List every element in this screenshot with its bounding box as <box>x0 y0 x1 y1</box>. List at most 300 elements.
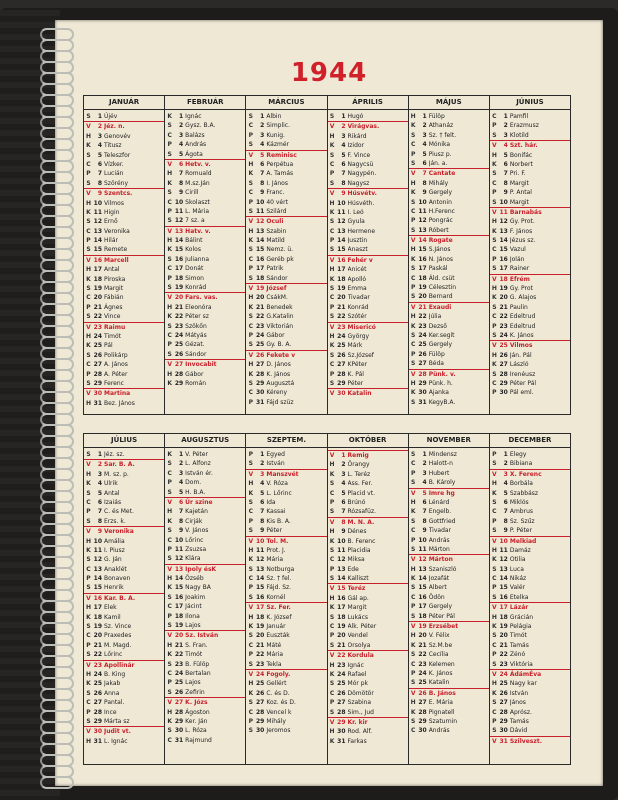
day-number: 6 <box>178 498 184 506</box>
name-day: Timót <box>185 651 203 659</box>
day-row <box>328 303 408 312</box>
day-number: 21 <box>499 303 508 311</box>
weekday-letter: P <box>86 708 91 716</box>
name-day: Engelb. <box>428 508 452 516</box>
name-day: Bonifác <box>509 151 533 159</box>
weekday-letter: S <box>248 460 253 468</box>
weekday-letter: S <box>86 584 91 592</box>
weekday-letter: P <box>410 217 416 225</box>
day-row <box>409 140 489 149</box>
day-number: 25 <box>255 341 265 349</box>
day-row <box>490 708 570 717</box>
day-number: 5 <box>341 151 346 159</box>
day-row <box>246 565 326 574</box>
day-row <box>84 613 164 622</box>
weekday-letter: K <box>167 717 172 725</box>
day-number: 19 <box>499 623 508 631</box>
day-number: 6 <box>341 498 346 506</box>
day-row <box>409 331 489 340</box>
weekday-letter: K <box>492 294 497 302</box>
day-row <box>246 593 326 602</box>
name-day: Emma <box>347 285 367 293</box>
weekday-letter: V <box>167 361 172 369</box>
name-day: Barnabás <box>509 208 542 216</box>
day-row <box>490 274 570 284</box>
weekday-letter: K <box>248 170 254 178</box>
weekday-letter: H <box>329 594 335 602</box>
weekday-letter: K <box>248 623 254 631</box>
weekday-letter: C <box>167 736 172 744</box>
day-number: 6 <box>260 160 265 168</box>
day-row <box>328 498 408 507</box>
day-number: 25 <box>174 341 184 349</box>
weekday-letter: S <box>492 331 497 339</box>
day-number: 12 <box>255 556 265 564</box>
day-number: 15 <box>499 246 508 254</box>
day-number: 1 <box>260 451 265 458</box>
day-number: 4 <box>178 141 184 149</box>
day-row <box>490 650 570 659</box>
weekday-letter: S <box>329 285 335 293</box>
day-row <box>165 688 245 697</box>
name-day: Otilia <box>509 556 526 564</box>
weekday-letter: S <box>248 274 253 282</box>
name-day: Fars. vas. <box>185 294 218 302</box>
name-day: Pál <box>104 342 113 350</box>
name-day: Vilmos <box>104 199 124 207</box>
day-number: 26 <box>93 689 102 697</box>
name-day: Augusztá <box>266 379 295 387</box>
day-number: 31 <box>93 737 102 745</box>
day-number: 2 <box>97 123 102 131</box>
day-number: 30 <box>418 727 427 735</box>
name-day: Péter <box>347 379 364 387</box>
day-number: 11 <box>418 207 427 215</box>
weekday-letter: K <box>86 142 91 150</box>
name-day: Piroska <box>104 275 126 283</box>
weekday-letter: P <box>167 341 172 349</box>
day-number: 24 <box>255 670 265 678</box>
day-number: 16 <box>337 256 346 264</box>
name-day: Mónika <box>428 141 451 149</box>
day-row <box>409 660 489 669</box>
weekday-letter: V <box>492 208 497 216</box>
name-day: Lénárd <box>428 498 450 506</box>
weekday-letter: V <box>329 123 335 131</box>
day-row <box>246 121 326 130</box>
weekday-letter: S <box>248 593 253 601</box>
name-day: Cecília <box>428 651 449 659</box>
day-number: 3 <box>97 470 102 478</box>
day-row <box>409 631 489 640</box>
day-row <box>246 179 326 188</box>
day-row <box>165 350 245 359</box>
weekday-letter: S <box>411 584 416 592</box>
day-number: 7 <box>178 170 184 178</box>
day-number: 10 <box>418 198 427 206</box>
weekday-letter: K <box>167 584 172 592</box>
month-column <box>165 434 246 764</box>
name-day: Sándor <box>185 350 207 358</box>
day-number: 8 <box>422 517 427 525</box>
name-day: Vince <box>104 313 121 321</box>
day-row <box>409 708 489 717</box>
name-day: Sar. B. A. <box>104 461 135 469</box>
day-number: 26 <box>418 689 427 697</box>
day-number: 1 <box>178 451 184 458</box>
name-day: Sz.M.be <box>428 641 453 649</box>
day-row <box>246 140 326 149</box>
name-day: Péter sz <box>185 313 209 321</box>
day-number: 3 <box>422 131 427 139</box>
weekday-letter: S <box>329 508 335 516</box>
name-day: Viktorián <box>266 322 294 330</box>
day-row <box>84 217 164 226</box>
day-row <box>328 603 408 612</box>
day-row <box>328 227 408 236</box>
day-row <box>165 216 245 225</box>
day-row <box>328 160 408 169</box>
weekday-letter: C <box>86 632 91 640</box>
day-number: 1 <box>260 113 265 120</box>
month-name: OKTÓBER <box>328 434 408 448</box>
weekday-letter: C <box>410 274 416 282</box>
day-list <box>84 448 164 764</box>
weekday-letter: C <box>492 641 497 649</box>
day-row <box>165 159 245 169</box>
day-number: 2 <box>422 460 427 468</box>
day-row <box>409 726 489 735</box>
weekday-letter: S <box>167 189 172 197</box>
weekday-letter: V <box>248 218 254 226</box>
day-row <box>328 217 408 226</box>
day-number: 15 <box>499 584 508 592</box>
calendar-half-top <box>83 95 571 415</box>
name-day: K. János <box>428 669 453 677</box>
weekday-letter: S <box>86 313 91 321</box>
day-row <box>328 641 408 650</box>
weekday-letter: P <box>248 584 254 592</box>
day-number: 16 <box>499 593 508 601</box>
day-number: 28 <box>174 370 184 378</box>
month-column <box>328 434 409 764</box>
day-row <box>84 708 164 717</box>
day-number: 19 <box>337 623 346 631</box>
name-day: Nagysz <box>347 179 370 187</box>
name-day: Márta sz <box>104 717 130 725</box>
month-name: JÚLIUS <box>84 434 164 448</box>
name-day: Genovév <box>104 132 131 140</box>
day-row <box>409 602 489 611</box>
day-row <box>165 359 245 369</box>
weekday-letter: C <box>410 593 416 601</box>
weekday-letter: P <box>167 545 172 553</box>
day-row <box>490 574 570 583</box>
day-row <box>409 593 489 602</box>
day-row <box>84 188 164 198</box>
name-day: Patrik <box>266 265 284 273</box>
day-row <box>409 554 489 564</box>
name-day: Máté <box>266 641 282 649</box>
day-number: 26 <box>499 689 508 697</box>
weekday-letter: K <box>167 651 172 659</box>
day-row <box>409 612 489 621</box>
name-day: Orsolya <box>347 641 371 649</box>
weekday-letter: V <box>410 237 416 245</box>
weekday-letter: C <box>410 460 416 468</box>
name-day: Kassai <box>266 508 286 516</box>
weekday-letter: H <box>167 641 173 649</box>
day-row <box>246 526 326 535</box>
day-row <box>165 660 245 669</box>
day-row <box>246 379 326 388</box>
day-row <box>409 545 489 554</box>
weekday-letter: S <box>86 151 91 159</box>
day-row <box>165 641 245 650</box>
name-day: Nagy kar <box>509 680 537 688</box>
day-number: 19 <box>255 623 265 631</box>
name-day: János <box>509 699 526 707</box>
weekday-letter: S <box>492 460 497 468</box>
name-day: Hubert <box>428 469 450 477</box>
day-row <box>246 198 326 207</box>
day-row <box>165 264 245 273</box>
name-day: Húsvéth. <box>347 199 375 207</box>
name-day: Sz.József <box>347 351 374 359</box>
day-row <box>490 379 570 388</box>
weekday-letter: P <box>167 207 172 215</box>
day-row <box>84 132 164 141</box>
day-number: 11 <box>499 546 508 554</box>
name-day: Raimu <box>104 323 126 331</box>
name-day: Sándor <box>266 274 288 282</box>
day-number: 19 <box>93 285 102 293</box>
weekday-letter: S <box>411 545 416 553</box>
name-day: Kalliszt <box>347 575 369 583</box>
weekday-letter: H <box>167 370 173 378</box>
name-day: Polikárp <box>104 351 128 359</box>
weekday-letter: V <box>492 604 497 612</box>
weekday-letter: S <box>329 113 335 120</box>
month-name: FEBRUÁR <box>165 96 245 110</box>
weekday-letter: S <box>248 379 253 387</box>
day-number: 25 <box>337 680 346 688</box>
name-day: Misericó <box>347 323 376 331</box>
day-number: 18 <box>255 274 265 282</box>
day-number: 29 <box>93 717 102 725</box>
day-number: 5 <box>178 150 184 158</box>
name-day: Szabin <box>266 227 287 235</box>
name-day: Őrangy <box>347 461 370 469</box>
day-number: 30 <box>499 389 508 397</box>
day-row <box>165 303 245 312</box>
day-number: 10 <box>418 536 427 544</box>
day-number: 4 <box>341 142 346 150</box>
name-day: Ker.segít <box>428 331 455 339</box>
weekday-letter: S <box>86 517 91 525</box>
day-row <box>165 312 245 321</box>
year-title: 1944 <box>290 58 368 88</box>
weekday-letter: S <box>492 632 497 640</box>
weekday-letter: H <box>248 680 254 688</box>
name-day: Márk <box>347 342 363 350</box>
weekday-letter: S <box>492 303 497 311</box>
day-row <box>246 698 326 707</box>
month-name: JANUÁR <box>84 96 164 110</box>
name-day: Pignatell <box>428 708 455 716</box>
day-row <box>328 613 408 622</box>
weekday-letter: H <box>329 332 335 340</box>
day-number: 24 <box>174 669 184 677</box>
day-number: 12 <box>337 218 346 226</box>
weekday-letter: H <box>248 361 254 369</box>
day-row <box>165 140 245 149</box>
day-number: 31 <box>337 737 346 745</box>
name-day: Gábor <box>266 331 285 339</box>
day-row <box>409 459 489 468</box>
name-day: H.Ferenc <box>428 207 455 215</box>
day-row <box>328 507 408 516</box>
day-row <box>246 507 326 516</box>
day-row <box>490 546 570 555</box>
day-row <box>409 179 489 188</box>
day-row <box>409 583 489 592</box>
name-day: Kolos <box>185 246 201 254</box>
weekday-letter: C <box>248 189 254 197</box>
weekday-letter: S <box>329 613 335 621</box>
day-number: 8 <box>178 179 184 187</box>
day-row <box>328 341 408 350</box>
weekday-letter: V <box>86 323 91 331</box>
day-number: 14 <box>255 237 265 245</box>
weekday-letter: K <box>492 489 497 497</box>
day-number: 30 <box>499 727 508 735</box>
weekday-letter: V <box>329 390 335 398</box>
weekday-letter: H <box>85 470 92 478</box>
weekday-letter: S <box>86 489 91 497</box>
weekday-letter: H <box>329 199 335 207</box>
day-number: 27 <box>337 361 346 369</box>
day-row <box>409 507 489 516</box>
weekday-letter: S <box>411 612 416 620</box>
day-row <box>84 169 164 178</box>
day-row <box>84 160 164 169</box>
day-row <box>165 726 245 735</box>
day-row <box>328 650 408 660</box>
name-day: Rózsafüz. <box>347 508 377 516</box>
day-row <box>409 536 489 545</box>
day-number: 4 <box>422 141 427 149</box>
day-number: 25 <box>499 680 508 688</box>
day-list <box>409 448 489 764</box>
weekday-letter: P <box>86 303 91 311</box>
weekday-letter: P <box>167 612 172 620</box>
day-row <box>84 517 164 526</box>
name-day: Nagy BA <box>185 584 211 592</box>
name-day: B. Fülöp <box>185 660 210 668</box>
day-row <box>490 698 570 707</box>
name-day: Pri. F. <box>509 170 526 178</box>
day-number: 14 <box>174 575 184 583</box>
weekday-letter: K <box>410 322 416 330</box>
day-number: 4 <box>178 479 184 487</box>
day-number: 2 <box>260 122 265 130</box>
day-number: 5 <box>422 489 427 497</box>
weekday-letter: S <box>329 179 335 187</box>
weekday-letter: C <box>167 669 172 677</box>
weekday-letter: C <box>167 331 172 339</box>
name-day: Gy. Prot. <box>509 218 535 226</box>
weekday-letter: V <box>167 699 172 707</box>
weekday-letter: S <box>411 331 416 339</box>
day-number: 18 <box>93 275 102 283</box>
weekday-letter: P <box>167 141 172 149</box>
day-number: 13 <box>418 565 427 573</box>
day-row <box>328 489 408 498</box>
day-row <box>246 669 326 679</box>
name-day: Efrém <box>509 275 530 283</box>
day-number: 30 <box>337 390 346 398</box>
name-day: Mihály <box>428 179 449 187</box>
weekday-letter: S <box>248 207 253 215</box>
day-row <box>328 332 408 341</box>
weekday-letter: C <box>492 575 497 583</box>
day-number: 6 <box>97 160 102 168</box>
weekday-letter: S <box>248 565 253 573</box>
name-day: Kornél <box>266 593 286 601</box>
weekday-letter: C <box>86 294 91 302</box>
day-row <box>490 479 570 488</box>
name-day: Ker. Ján <box>185 717 208 725</box>
day-row <box>328 132 408 141</box>
name-day: Gy. Prot <box>509 285 533 293</box>
day-number: 1 <box>97 113 102 120</box>
weekday-letter: C <box>248 708 254 716</box>
name-day: Klára <box>185 555 201 563</box>
weekday-letter: H <box>85 604 92 612</box>
weekday-letter: S <box>411 398 416 406</box>
name-day: H. B.A. <box>185 488 206 496</box>
day-row <box>328 661 408 670</box>
day-number: 17 <box>255 265 265 273</box>
weekday-letter: K <box>86 680 91 688</box>
day-row <box>84 574 164 583</box>
name-day: Ilona <box>185 612 200 620</box>
day-number: 2 <box>178 122 184 130</box>
weekday-letter: S <box>167 122 172 130</box>
day-row <box>409 478 489 487</box>
day-row <box>490 112 570 121</box>
weekday-letter: H <box>248 480 254 488</box>
weekday-letter: H <box>167 303 173 311</box>
name-day: Béda <box>428 360 444 368</box>
name-day: Kamil <box>104 613 121 621</box>
weekday-letter: S <box>167 255 172 263</box>
name-day: István ér. <box>185 469 213 477</box>
weekday-letter: V <box>86 461 91 469</box>
name-day: Ede <box>347 565 359 573</box>
day-row <box>490 622 570 631</box>
name-day: Geréb pk <box>266 255 294 263</box>
name-day: Albin <box>266 113 282 120</box>
day-row <box>328 379 408 388</box>
name-day: A. János <box>104 361 128 369</box>
day-row <box>490 217 570 226</box>
name-day: Lázár <box>509 604 529 612</box>
day-number: 16 <box>93 594 102 602</box>
day-row <box>490 160 570 169</box>
name-day: Norbert <box>509 160 533 168</box>
